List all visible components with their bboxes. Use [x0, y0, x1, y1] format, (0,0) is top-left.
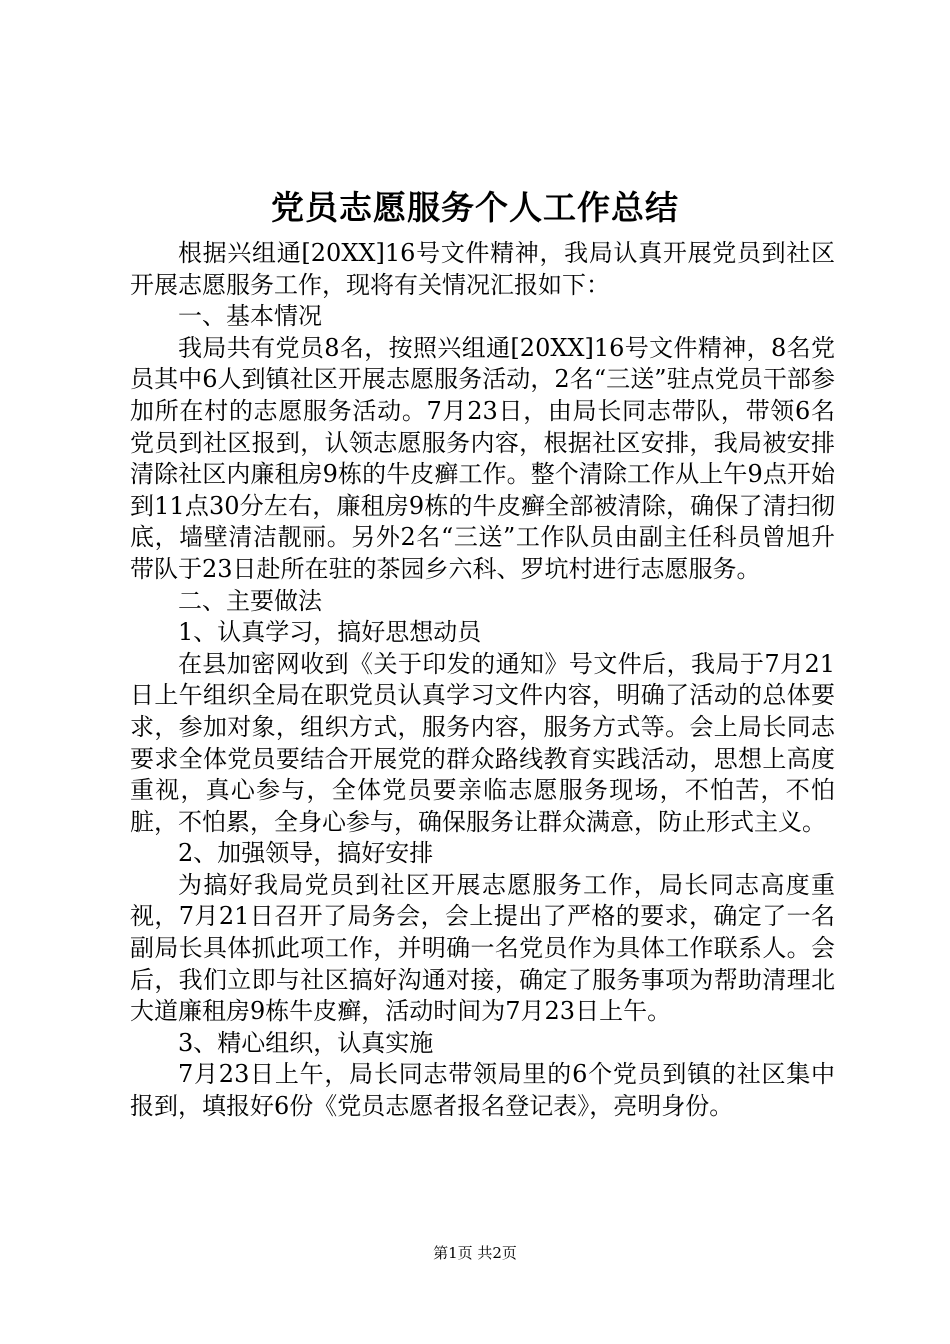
paragraph-intro: 根据兴组通[20XX]16号文件精神，我局认真开展党员到社区开展志愿服务工作，现将有关情况汇报如下：: [130, 239, 835, 299]
section-heading-main-practices: 二、主要做法: [178, 586, 322, 615]
page-footer: 第1页 共2页: [433, 1244, 517, 1262]
paragraph-basic-situation: 我局共有党员8名，按照兴组通[20XX]16号文件精神，8名党员其中6人到镇社区开展志愿服务活动，2名“三送”驻点党员干部参加所在村的志愿服务活动。7月23日，由局长同志带队，带领6名党员到社区报到，认领志愿服务内容，根据社区安排，我局被安排清除社区内廉租房9栋的牛皮癣工作。整个清除工作从上午9点开始到11点30分左右，廉租房9栋的牛皮癣全部被清除，确保了清扫彻底，墙壁清洁靓丽。另外2名“三送”工作队员由副主任科员曾旭升带队于23日赴所在驻的茶园乡六科、罗坑村进行志愿服务。: [130, 333, 835, 583]
paragraph-leadership-arrangement: 为搞好我局党员到社区开展志愿服务工作，局长同志高度重视，7月21日召开了局务会，会上提出了严格的要求，确定了一名副局长具体抓此项工作，并明确一名党员作为具体工作联系人。会后，我们立即与社区搞好沟通对接，确定了服务事项为帮助清理北大道廉租房9栋牛皮癣，活动时间为7月23日上午。: [130, 870, 835, 1026]
paragraph-organize-implement: 7月23日上午，局长同志带领局里的6个党员到镇的社区集中报到，填报好6份《党员志愿者报名登记表》，亮明身份。: [130, 1060, 835, 1121]
subheading-study-mobilize: 1、认真学习，搞好思想动员: [178, 618, 482, 647]
document-title: 党员志愿服务个人工作总结: [271, 188, 679, 227]
subheading-leadership-arrangement: 2、加强领导，搞好安排: [178, 839, 434, 868]
document-body: [130, 238, 835, 1123]
paragraph-study-mobilize: 在县加密网收到《关于印发的通知》号文件后，我局于7月21日上午组织全局在职党员认真学习文件内容，明确了活动的总体要求，参加对象，组织方式，服务内容，服务方式等。会上局长同志要求全体党员要结合开展党的群众路线教育实践活动，思想上高度重视，真心参与，全体党员要亲临志愿服务现场，不怕苦，不怕脏，不怕累，全身心参与，确保服务让群众满意，防止形式主义。: [130, 649, 835, 836]
section-heading-basic-situation: 一、基本情况: [178, 302, 322, 331]
subheading-organize-implement: 3、精心组织，认真实施: [178, 1028, 434, 1057]
